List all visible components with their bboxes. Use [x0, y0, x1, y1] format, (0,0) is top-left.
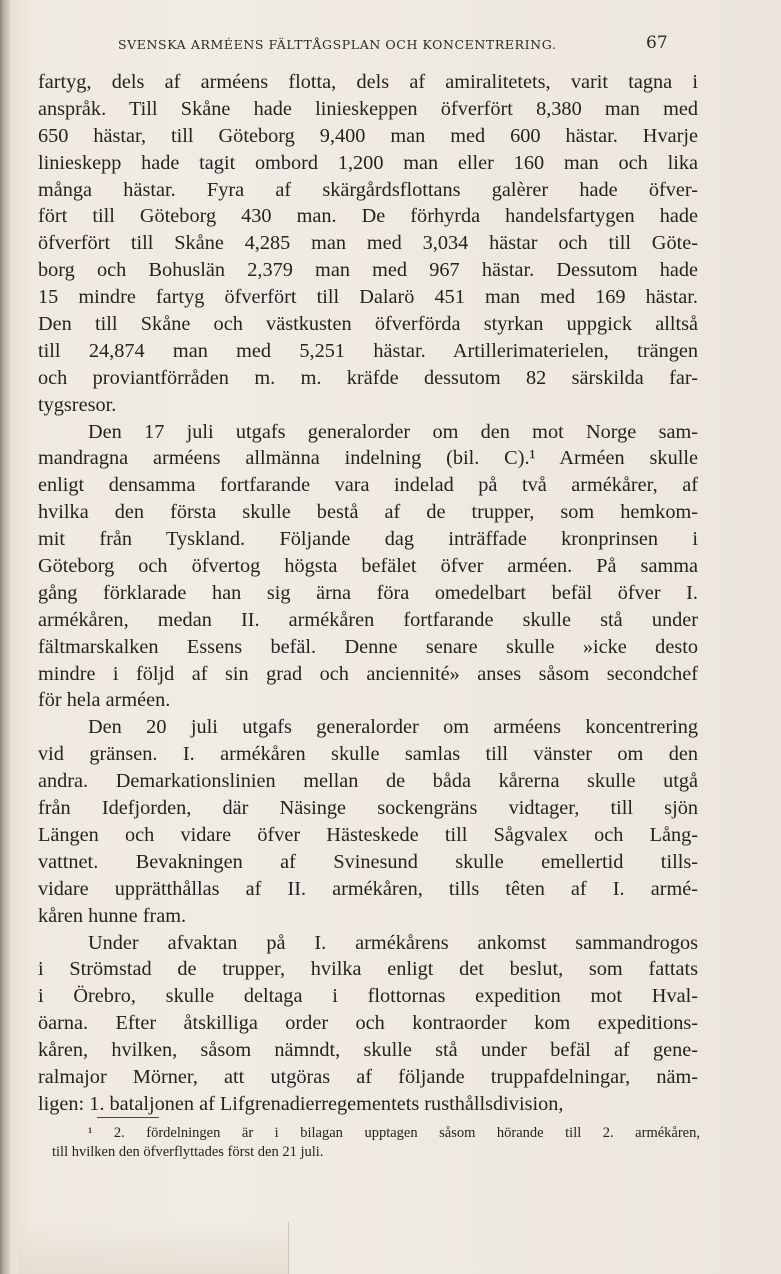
body-line: Den 20 juli utgafs generalorder om arméens koncentrering	[88, 716, 698, 739]
body-line: fältmarskalken Essens befäl. Denne senare skulle »icke desto	[38, 635, 698, 658]
body-line: andra. Demarkationslinien mellan de båda kårerna skulle utgå	[38, 770, 698, 793]
body-line: 650 hästar, till Göteborg 9,400 man med 600 hästar. Hvarje	[38, 124, 698, 147]
body-line: hvilka den första skulle bestå af de trupper, som hemkom-	[38, 501, 698, 524]
body-line: Längen och vidare öfver Hästeskede till Sågvalex och Lång-	[38, 823, 698, 846]
body-line: mindre i följd af sin grad och anciennité» anses såsom secondchef	[38, 662, 698, 685]
body-line: kåren, hvilken, såsom nämndt, skulle stå under befäl af gene-	[38, 1039, 698, 1062]
body-line: många hästar. Fyra af skärgårdsflottans galèrer hade öfver-	[38, 178, 698, 201]
body-line: i Strömstad de trupper, hvilka enligt det beslut, som fattats	[38, 958, 698, 981]
body-line: vidare upprätthållas af II. armékåren, tills têten af I. armé-	[38, 877, 698, 900]
page-smudge	[18, 1222, 289, 1274]
body-line: mit från Tyskland. Följande dag inträffade kronprinsen i	[38, 528, 698, 551]
body-text	[38, 69, 698, 1118]
body-line: linieskepp hade tagit ombord 1,200 man eller 160 man och lika	[38, 151, 698, 174]
body-line: ligen: 1. bataljonen af Lifgrenadierregementets rusthållsdivision,	[38, 1092, 564, 1115]
body-line: anspråk. Till Skåne hade linieskeppen öfverfört 8,380 man med	[38, 97, 698, 120]
body-line: och proviantförråden m. m. kräfde dessutom 82 särskilda far-	[38, 366, 698, 389]
body-line: Den till Skåne och västkusten öfverförda styrkan uppgick alltså	[38, 313, 698, 336]
footnote	[52, 1124, 700, 1162]
footnote-line: till hvilken den öfverflyttades först den 21 juli.	[52, 1144, 324, 1160]
body-line: öarna. Efter åtskilliga order och kontraorder kom expeditions-	[38, 1012, 698, 1035]
body-line: enligt densamma fortfarande vara indelad på två armékårer, af	[38, 474, 698, 497]
body-line: kåren hunne fram.	[38, 904, 187, 927]
body-line: mandragna arméens allmänna indelning (bil. C).¹ Arméen skulle	[38, 447, 698, 470]
body-line: armékåren, medan II. armékåren fortfarande skulle stå under	[38, 608, 698, 631]
body-line: från Idefjorden, där Näsinge sockengräns vidtager, till sjön	[38, 797, 698, 820]
body-line: Den 17 juli utgafs generalorder om den mot Norge sam-	[88, 420, 698, 443]
footnote-rule	[97, 1117, 159, 1118]
body-line: fört till Göteborg 430 man. De förhyrda handelsfartygen hade	[38, 205, 698, 228]
body-line: 15 mindre fartyg öfverfört till Dalarö 451 man med 169 hästar.	[38, 286, 698, 309]
body-line: Under afvaktan på I. armékårens ankomst sammandrogos	[88, 931, 698, 954]
body-line: Göteborg och öfvertog högsta befälet öfver arméen. På samma	[38, 555, 698, 578]
body-line: tygsresor.	[38, 393, 117, 416]
footnote-line: ¹ 2. fördelningen är i bilagan upptagen såsom hörande till 2. armékåren,	[88, 1125, 700, 1141]
page-number: 67	[646, 33, 668, 53]
body-line: fartyg, dels af arméens flotta, dels af amiralitetets, varit tagna i	[38, 71, 698, 93]
body-line: vattnet. Bevakningen af Svinesund skulle emellertid tills-	[38, 850, 698, 873]
body-line: vid gränsen. I. armékåren skulle samlas till vänster om den	[38, 743, 698, 766]
body-line: i Örebro, skulle deltaga i flottornas expedition mot Hval-	[38, 985, 698, 1008]
body-line: öfverfört till Skåne 4,285 man med 3,034 hästar och till Göte-	[38, 232, 698, 255]
body-line: för hela arméen.	[38, 689, 171, 712]
running-head: SVENSKA ARMÉENS FÄLTTÅGSPLAN OCH KONCENTRERING.	[118, 37, 557, 52]
body-line: till 24,874 man med 5,251 hästar. Artillerimaterielen, trängen	[38, 339, 698, 362]
body-line: ralmajor Mörner, att utgöras af följande truppafdelningar, näm-	[38, 1065, 698, 1088]
page-gutter	[0, 0, 10, 1274]
body-line: borg och Bohuslän 2,379 man med 967 hästar. Dessutom hade	[38, 259, 698, 282]
body-line: gång förklarade han sig ärna föra omedelbart befäl öfver I.	[38, 581, 698, 604]
